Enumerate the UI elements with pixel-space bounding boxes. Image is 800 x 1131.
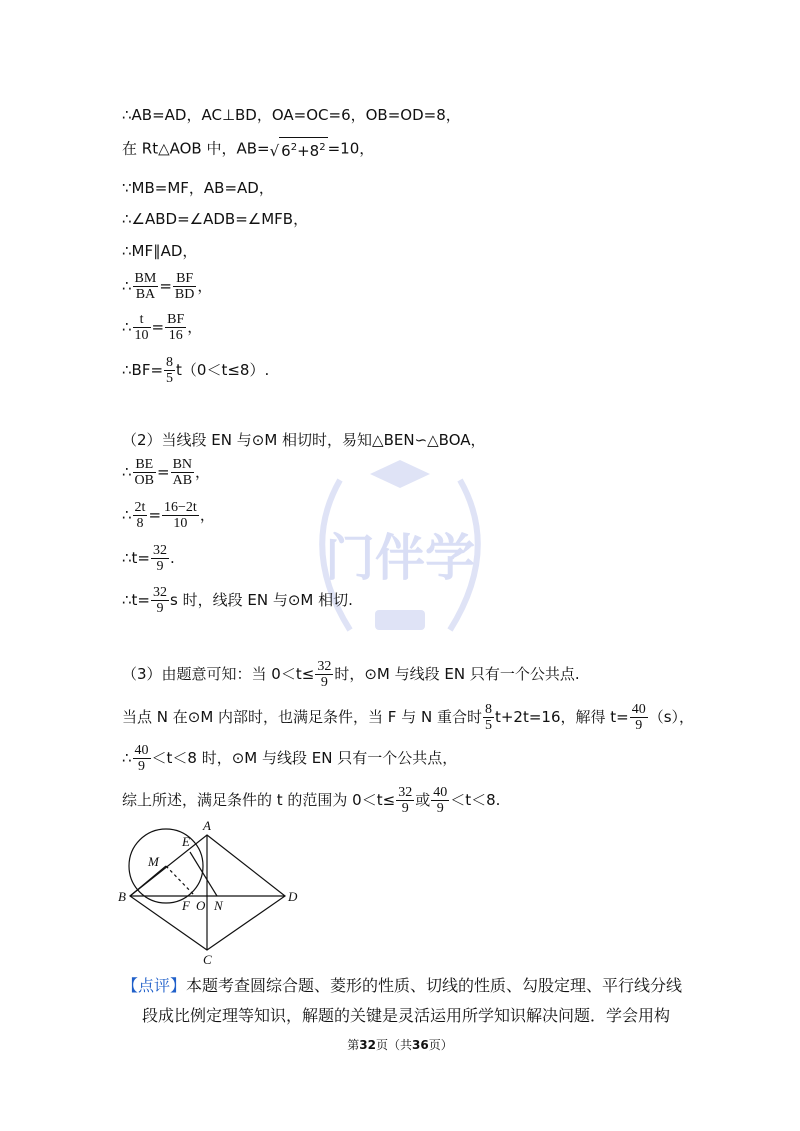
comment-line-1	[122, 976, 682, 996]
part-2-intro: （2）当线段 EN 与⊙M 相切时，易知△BEN∽△BOA，	[122, 431, 486, 449]
label-m: M	[148, 854, 159, 869]
fraction: $\frac{BF}{16}$	[167, 312, 185, 343]
fraction: $\frac{8}{5}$	[484, 702, 492, 733]
line-3: ∵MB=MF，AB=AD，	[122, 179, 274, 197]
comment-text-1: 本题考查圆综合题、菱形的性质、切线的性质、勾股定理、平行线分线	[186, 976, 683, 995]
watermark-text: 门伴学	[325, 529, 475, 587]
comment-tag: 【点评】	[122, 976, 187, 995]
line-7: ∴ $\frac{t}{10}$ = $\frac{BF}{16}$ ，	[122, 312, 203, 343]
label-o: O	[196, 898, 206, 913]
fraction: $\frac{32}{9}$	[317, 659, 332, 690]
part-3-line-4: 综上所述，满足条件的 t 的范围为 0＜t≤ $\frac{32}{9}$ 或 $\frac{40}{9}$ ＜t＜8.	[122, 785, 501, 816]
fraction: $\frac{BF}{BD}$	[174, 271, 195, 302]
fraction: $\frac{BM}{BA}$	[134, 271, 157, 302]
label-n: N	[214, 898, 223, 913]
fraction: $\frac{16-2t}{10}$	[164, 500, 197, 531]
line-5: ∴MF∥AD，	[122, 242, 198, 260]
label-f: F	[182, 898, 190, 913]
fraction: $\frac{8}{5}$	[166, 355, 174, 386]
label-b: B	[118, 889, 126, 904]
fraction: $\frac{40}{9}$	[631, 702, 646, 733]
segment-mf	[166, 866, 195, 896]
fraction: $\frac{32}{9}$	[398, 785, 413, 816]
line-1: ∴AB=AD，AC⊥BD，OA=OC=6，OB=OD=8，	[122, 106, 461, 124]
part-2-line-4: ∴t= $\frac{32}{9}$ s 时，线段 EN 与⊙M 相切.	[122, 585, 353, 616]
part-3-line-1: （3）由题意可知：当 0＜t≤ $\frac{32}{9}$ 时，⊙M 与线段 EN 只有一个公共点.	[122, 659, 580, 690]
line-4: ∴∠ABD=∠ADB=∠MFB，	[122, 210, 309, 228]
fraction: $\frac{32}{9}$	[153, 585, 167, 616]
sqrt-term-b: +8	[297, 142, 320, 160]
page-total: 36	[412, 1038, 429, 1052]
line-2	[122, 137, 374, 161]
part-2-line-1: ∴ $\frac{BE}{OB}$ = $\frac{BN}{AB}$ ，	[122, 457, 211, 488]
sqrt-term-a: 6	[281, 142, 291, 160]
sqrt-exp-a: 2	[290, 142, 298, 153]
fraction: $\frac{BE}{OB}$	[134, 457, 154, 488]
part-3-line-2: 当点 N 在⊙M 内部时，也满足条件，当 F 与 N 重合时 $\frac{8}{5}$ t+2t=16，解得 t= $\frac{40}{9}$ （s），	[122, 702, 695, 733]
line-6: ∴ $\frac{BM}{BA}$ = $\frac{BF}{BD}$ ，	[122, 271, 213, 302]
segment-mb	[130, 866, 166, 896]
fraction: $\frac{40}{9}$	[433, 785, 448, 816]
page-footer: 第32页（共36页）	[347, 1038, 453, 1052]
label-a: A	[203, 818, 211, 833]
fraction: $\frac{t}{10}$	[134, 312, 149, 343]
fraction: $\frac{2t}{8}$	[134, 500, 146, 531]
fraction: $\frac{40}{9}$	[134, 743, 149, 774]
line-8: ∴BF= $\frac{8}{5}$ t（0＜t≤8）.	[122, 355, 270, 386]
label-e: E	[182, 834, 190, 849]
part-3-line-3: ∴ $\frac{40}{9}$ ＜t＜8 时，⊙M 与线段 EN 只有一个公共点，	[122, 743, 458, 774]
label-c: C	[203, 952, 212, 967]
part-2-line-2: ∴ $\frac{2t}{8}$ = $\frac{16-2t}{10}$ ，	[122, 500, 215, 531]
geometry-figure	[110, 818, 310, 968]
sqrt-exp-b: 2	[319, 142, 326, 153]
page-number: 32	[359, 1038, 376, 1052]
part-2-line-3: ∴t= $\frac{32}{9}$ .	[122, 543, 175, 574]
label-d: D	[288, 889, 298, 904]
fraction: $\frac{BN}{AB}$	[172, 457, 193, 488]
comment-line-2: 段成比例定理等知识，解题的关键是灵活运用所学知识解决问题．学会用构	[142, 1006, 671, 1025]
fraction: $\frac{32}{9}$	[153, 543, 167, 574]
line-2-post: =10，	[327, 139, 375, 158]
watermark	[280, 440, 520, 664]
line-2-pre: 在 Rt△AOB 中，AB=	[122, 139, 270, 158]
sqrt-expression: √ $6^2+8^2$	[270, 137, 328, 161]
